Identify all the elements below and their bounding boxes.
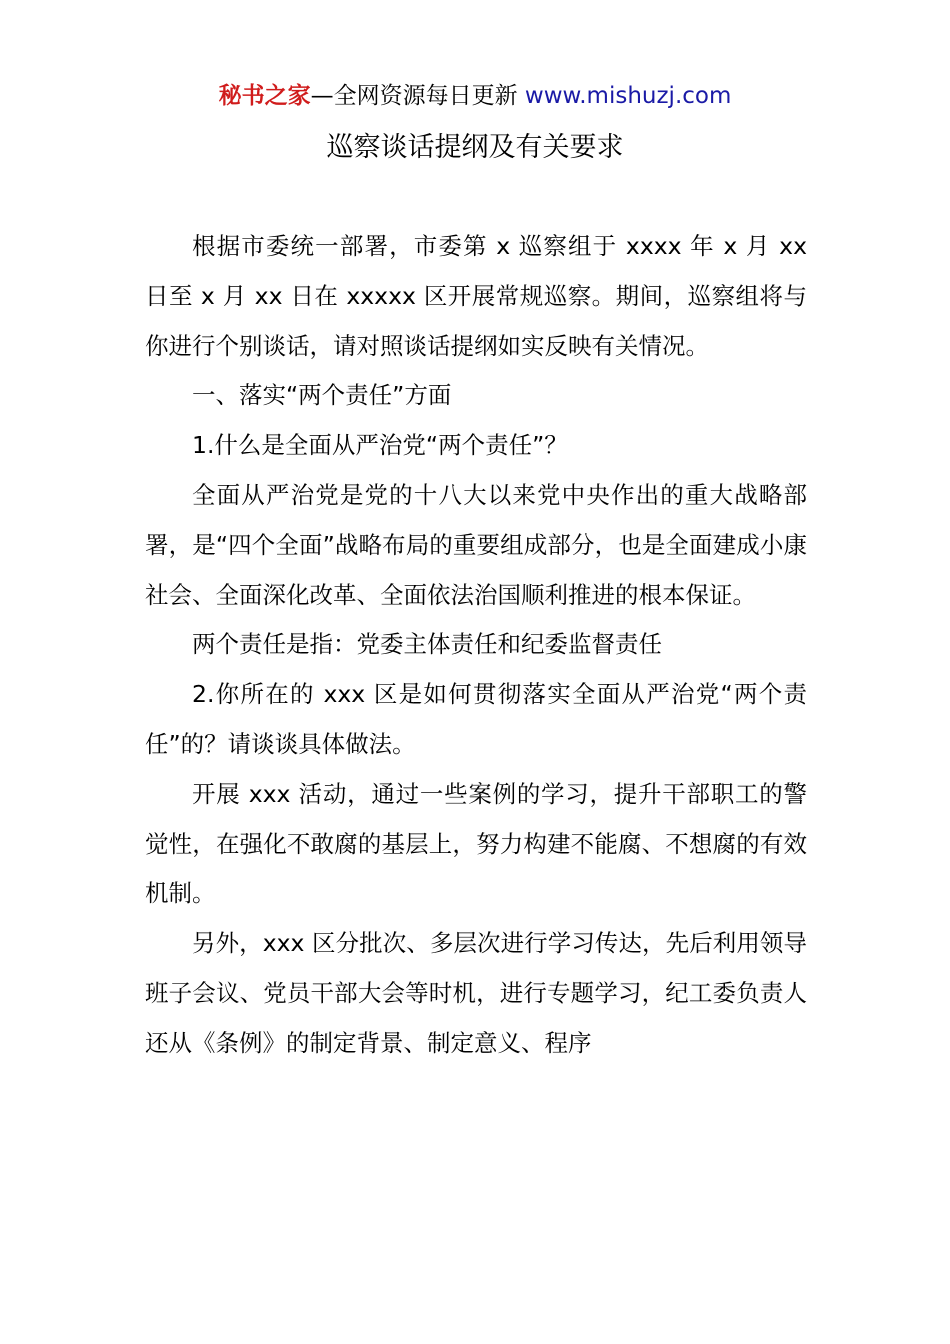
brand-name: 秘书之家 — [218, 83, 311, 109]
site-tagline: —全网资源每日更新 — [310, 83, 518, 109]
section-heading-two-responsibilities: 一、落实“两个责任”方面 — [192, 381, 452, 410]
definition-two-responsibilities: 两个责任是指：党委主体责任和纪委监督责任 — [192, 630, 662, 659]
paragraph-intro: 根据市委统一部署，市委第 x 巡察组于 xxxx 年 x 月 xx 日至 x 月 xx 日在 xxxxx 区开展常规巡察。期间，巡察组将与你进行个别谈话，请对照谈话提纲如实反映有关情况。 — [145, 232, 807, 360]
site-url-link[interactable]: www.mishuzj.com — [524, 83, 732, 109]
question-2: 2.你所在的 xxx 区是如何贯彻落实全面从严治党“两个责任”的？请谈谈具体做法。 — [145, 680, 807, 758]
answer-2: 开展 xxx 活动，通过一些案例的学习，提升干部职工的警觉性，在强化不敢腐的基层上，努力构建不能腐、不想腐的有效机制。 — [145, 779, 807, 908]
document-title: 巡察谈话提纲及有关要求 — [326, 132, 624, 163]
paragraph-additional: 另外，xxx 区分批次、多层次进行学习传达，先后利用领导班子会议、党员干部大会等时机，进行专题学习，纪工委负责人还从《条例》的制定背景、制定意义、程序 — [145, 929, 807, 1057]
question-1: 1.什么是全面从严治党“两个责任”？ — [192, 431, 568, 460]
document-body — [145, 222, 807, 1069]
answer-1: 全面从严治党是党的十八大以来党中央作出的重大战略部署，是“四个全面”战略布局的重要组成部分，也是全面建成小康社会、全面深化改革、全面依法治国顺利推进的根本保证。 — [145, 480, 807, 609]
site-header — [0, 78, 950, 114]
